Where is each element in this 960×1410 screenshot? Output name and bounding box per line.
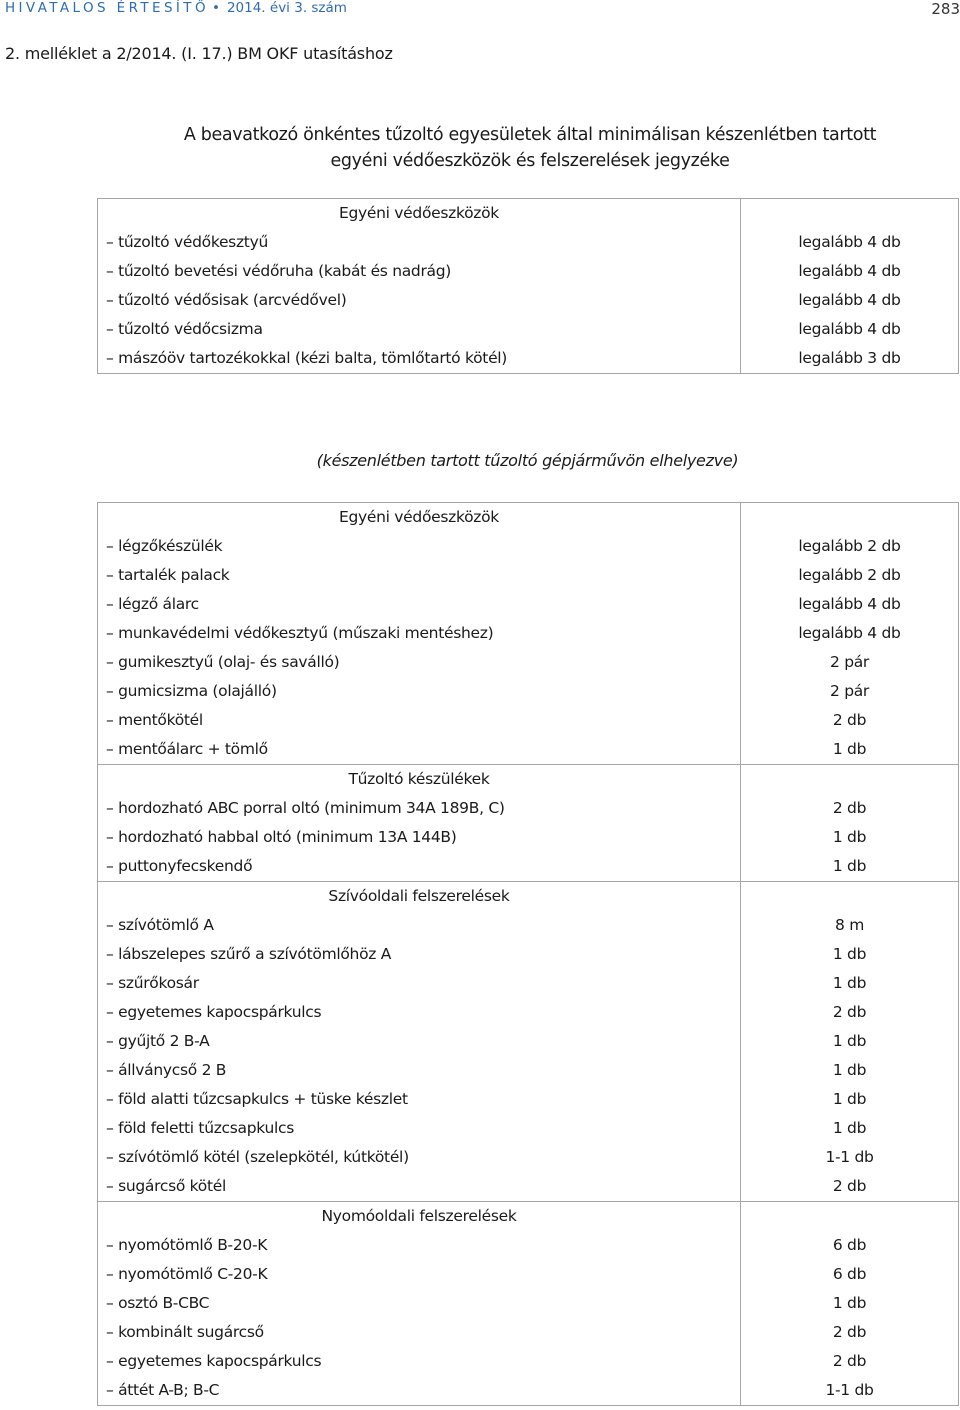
section-heading: Egyéni védőeszközök (98, 199, 741, 229)
equipment-quantity: 8 m (741, 911, 959, 940)
equipment-quantity: 6 db (741, 1260, 959, 1289)
section-heading-blank (741, 503, 959, 533)
equipment-quantity: 1 db (741, 1289, 959, 1318)
equipment-item: – légző álarc (98, 590, 741, 619)
equipment-quantity: 1 db (741, 735, 959, 765)
section-heading: Tűzoltó készülékek (98, 765, 741, 795)
journal-header (5, 0, 347, 16)
equipment-item: – nyomótömlő B-20-K (98, 1231, 741, 1260)
equipment-row (98, 1143, 959, 1172)
equipment-row (98, 677, 959, 706)
equipment-row (98, 590, 959, 619)
document-title (0, 122, 960, 174)
equipment-row (98, 1085, 959, 1114)
equipment-row (98, 315, 959, 344)
equipment-row (98, 911, 959, 940)
equipment-quantity: legalább 4 db (741, 619, 959, 648)
title-line-1: A beavatkozó önkéntes tűzoltó egyesületek által minimálisan készenlétben tartott (183, 125, 877, 145)
equipment-table-vehicle (97, 502, 959, 1406)
equipment-quantity: 2 pár (741, 648, 959, 677)
equipment-item: – gyűjtő 2 B-A (98, 1027, 741, 1056)
equipment-table-personal (97, 198, 959, 374)
equipment-item: – tűzoltó bevetési védőruha (kabát és nadrág) (98, 257, 741, 286)
section-heading-blank (741, 765, 959, 795)
section-heading: Nyomóoldali felszerelések (98, 1202, 741, 1232)
equipment-row (98, 561, 959, 590)
equipment-quantity: legalább 4 db (741, 315, 959, 344)
equipment-quantity: legalább 2 db (741, 532, 959, 561)
section-heading: Szívóoldali felszerelések (98, 882, 741, 912)
equipment-item: – osztó B-CBC (98, 1289, 741, 1318)
equipment-item: – tűzoltó védőcsizma (98, 315, 741, 344)
equipment-quantity: 1 db (741, 1114, 959, 1143)
equipment-row (98, 706, 959, 735)
equipment-quantity: 2 db (741, 998, 959, 1027)
equipment-quantity: 1 db (741, 1085, 959, 1114)
equipment-item: – hordozható habbal oltó (minimum 13A 144B) (98, 823, 741, 852)
equipment-quantity: 1-1 db (741, 1143, 959, 1172)
equipment-item: – nyomótömlő C-20-K (98, 1260, 741, 1289)
equipment-quantity: 2 db (741, 794, 959, 823)
equipment-row (98, 1260, 959, 1289)
equipment-row (98, 1289, 959, 1318)
section-heading-row (98, 503, 959, 533)
equipment-row (98, 823, 959, 852)
equipment-row (98, 1347, 959, 1376)
equipment-quantity: legalább 4 db (741, 286, 959, 315)
equipment-quantity: 1-1 db (741, 1376, 959, 1406)
equipment-row (98, 794, 959, 823)
equipment-row (98, 532, 959, 561)
equipment-item: – mentőálarc + tömlő (98, 735, 741, 765)
equipment-item: – föld feletti tűzcsapkulcs (98, 1114, 741, 1143)
equipment-item: – tűzoltó védősisak (arcvédővel) (98, 286, 741, 315)
equipment-row (98, 1318, 959, 1347)
section-heading-row (98, 1202, 959, 1232)
equipment-quantity: legalább 4 db (741, 590, 959, 619)
equipment-row (98, 228, 959, 257)
section-heading-row (98, 765, 959, 795)
equipment-quantity: 2 db (741, 1347, 959, 1376)
equipment-quantity: 1 db (741, 1027, 959, 1056)
journal-name: HIVATALOS ÉRTESÍTŐ (5, 0, 209, 16)
section-heading-blank (741, 1202, 959, 1232)
equipment-item: – lábszelepes szűrő a szívótömlőhöz A (98, 940, 741, 969)
equipment-row (98, 852, 959, 882)
equipment-item: – mászóöv tartozékokkal (kézi balta, tömlőtartó kötél) (98, 344, 741, 374)
equipment-row (98, 1056, 959, 1085)
section-heading: Egyéni védőeszközök (98, 503, 741, 533)
equipment-item: – egyetemes kapocspárkulcs (98, 1347, 741, 1376)
equipment-row (98, 648, 959, 677)
separator-dot: • (211, 0, 220, 16)
equipment-row (98, 344, 959, 374)
equipment-item: – légzőkészülék (98, 532, 741, 561)
equipment-row (98, 1172, 959, 1202)
equipment-quantity: legalább 4 db (741, 228, 959, 257)
equipment-row (98, 1114, 959, 1143)
equipment-item: – mentőkötél (98, 706, 741, 735)
equipment-item: – áttét A-B; B-C (98, 1376, 741, 1406)
equipment-quantity: 2 db (741, 706, 959, 735)
equipment-item: – egyetemes kapocspárkulcs (98, 998, 741, 1027)
annex-label: 2. melléklet a 2/2014. (I. 17.) BM OKF utasításhoz (5, 44, 393, 63)
equipment-quantity: legalább 2 db (741, 561, 959, 590)
equipment-item: – szívótömlő kötél (szelepkötél, kútkötél) (98, 1143, 741, 1172)
equipment-quantity: 2 db (741, 1172, 959, 1202)
equipment-quantity: 2 pár (741, 677, 959, 706)
equipment-row (98, 1231, 959, 1260)
section-heading-row (98, 199, 959, 229)
equipment-item: – puttonyfecskendő (98, 852, 741, 882)
equipment-item: – tűzoltó védőkesztyű (98, 228, 741, 257)
equipment-row (98, 735, 959, 765)
vehicle-note: (készenlétben tartott tűzoltó gépjárművön elhelyezve) (316, 451, 739, 470)
equipment-item: – hordozható ABC porral oltó (minimum 34A 189B, C) (98, 794, 741, 823)
equipment-quantity: 6 db (741, 1231, 959, 1260)
title-line-2: egyéni védőeszközök és felszerelések jegyzéke (330, 151, 730, 171)
section-heading-blank (741, 882, 959, 912)
equipment-quantity: 2 db (741, 1318, 959, 1347)
section-heading-row (98, 882, 959, 912)
equipment-item: – gumicsizma (olajálló) (98, 677, 741, 706)
equipment-quantity: legalább 3 db (741, 344, 959, 374)
equipment-item: – állványcső 2 B (98, 1056, 741, 1085)
equipment-quantity: 1 db (741, 1056, 959, 1085)
equipment-quantity: 1 db (741, 823, 959, 852)
equipment-item: – szűrőkosár (98, 969, 741, 998)
equipment-row (98, 286, 959, 315)
equipment-quantity: 1 db (741, 969, 959, 998)
equipment-quantity: 1 db (741, 940, 959, 969)
equipment-row (98, 998, 959, 1027)
section-heading-blank (741, 199, 959, 229)
page-number: 283 (931, 0, 960, 18)
equipment-item: – szívótömlő A (98, 911, 741, 940)
equipment-quantity: legalább 4 db (741, 257, 959, 286)
equipment-row (98, 969, 959, 998)
equipment-row (98, 1376, 959, 1406)
equipment-row (98, 1027, 959, 1056)
equipment-item: – föld alatti tűzcsapkulcs + tüske készlet (98, 1085, 741, 1114)
equipment-quantity: 1 db (741, 852, 959, 882)
equipment-row (98, 257, 959, 286)
equipment-row (98, 619, 959, 648)
equipment-item: – tartalék palack (98, 561, 741, 590)
equipment-item: – kombinált sugárcső (98, 1318, 741, 1347)
page-header (5, 0, 960, 20)
equipment-row (98, 940, 959, 969)
issue-label: 2014. évi 3. szám (226, 0, 347, 16)
equipment-item: – sugárcső kötél (98, 1172, 741, 1202)
equipment-item: – munkavédelmi védőkesztyű (műszaki mentéshez) (98, 619, 741, 648)
equipment-item: – gumikesztyű (olaj- és saválló) (98, 648, 741, 677)
